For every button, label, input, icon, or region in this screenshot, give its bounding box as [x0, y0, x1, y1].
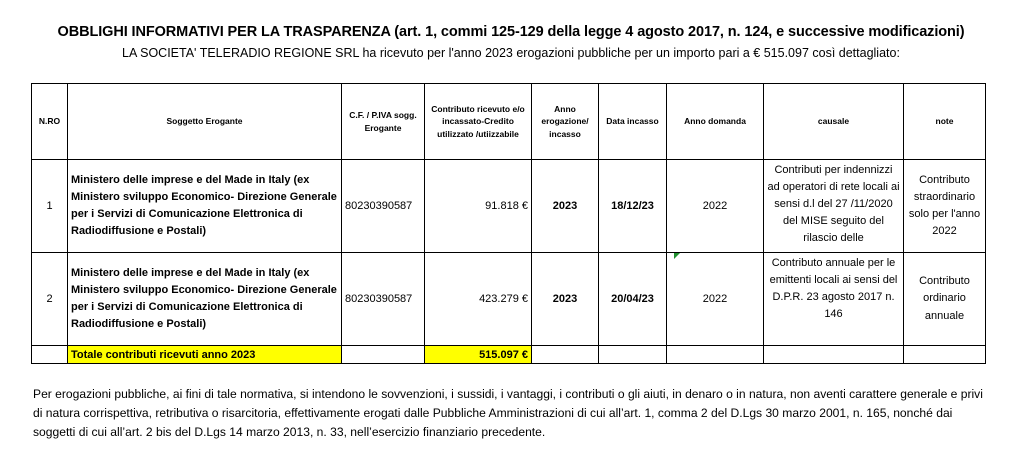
page-title: OBBLIGHI INFORMATIVI PER LA TRASPARENZA (art. 1, commi 125-129 della legge 4 agosto 2017, n. 124, e successive modificazioni)	[57, 24, 965, 40]
header-nro: N.RO	[32, 84, 68, 160]
header-anno-erogazione: Anno erogazione/ incasso	[532, 84, 599, 160]
header-contributo: Contributo ricevuto e/o incassato-Credito utilizzato /utiizzabile	[425, 84, 532, 160]
header-note: note	[904, 84, 986, 160]
cell-data-incasso: 18/12/23	[599, 160, 667, 253]
table-row	[32, 160, 986, 253]
cell-anno-erogazione: 2023	[532, 253, 599, 346]
cell-empty	[764, 346, 904, 364]
cell-cf: 80230390587	[342, 253, 425, 346]
page-subtitle: LA SOCIETA' TELERADIO REGIONE SRL ha ricevuto per l'anno 2023 erogazioni pubbliche per un importo pari a € 515.097 così dettagliato:	[122, 46, 900, 60]
cell-nro: 1	[32, 160, 68, 253]
cell-causale: Contributi per indennizzi ad operatori di rete locali ai sensi d.l del 27 /11/2020 del MISE seguito del rilascio delle	[764, 160, 904, 253]
cell-anno-erogazione: 2023	[532, 160, 599, 253]
cell-note: Contributo straordinario solo per l'anno 2022	[904, 160, 986, 253]
header-cf: C.F. / P.IVA sogg. Erogante	[342, 84, 425, 160]
cell-contributo: 91.818 €	[425, 160, 532, 253]
table-header-row	[32, 84, 986, 160]
header-data-incasso: Data incasso	[599, 84, 667, 160]
cell-soggetto: Ministero delle imprese e del Made in Italy (ex Ministero sviluppo Economico- Direzione Generale per i Servizi di Comunicazione Elettronica di Radiodiffusione e Postali)	[68, 253, 342, 346]
cell-contributo: 423.279 €	[425, 253, 532, 346]
cell-empty	[904, 346, 986, 364]
cell-soggetto: Ministero delle imprese e del Made in Italy (ex Ministero sviluppo Economico- Direzione Generale per i Servizi di Comunicazione Elettronica di Radiodiffusione e Postali)	[68, 160, 342, 253]
total-value: 515.097 €	[425, 346, 532, 364]
cell-empty	[342, 346, 425, 364]
cell-comment-marker	[674, 253, 680, 259]
table-row	[32, 253, 986, 346]
cell-nro: 2	[32, 253, 68, 346]
cell-empty	[32, 346, 68, 364]
header-soggetto: Soggetto Erogante	[68, 84, 342, 160]
cell-data-incasso: 20/04/23	[599, 253, 667, 346]
total-label: Totale contributi ricevuti anno 2023	[68, 346, 342, 364]
cell-causale: Contributo annuale per le emittenti locali ai sensi del D.P.R. 23 agosto 2017 n. 146	[764, 253, 904, 346]
cell-anno-domanda: 2022	[667, 253, 764, 346]
cell-cf: 80230390587	[342, 160, 425, 253]
total-row	[32, 346, 986, 364]
cell-empty	[599, 346, 667, 364]
cell-anno-domanda: 2022	[667, 160, 764, 253]
header-anno-domanda: Anno domanda	[667, 84, 764, 160]
contributions-table	[31, 83, 986, 364]
cell-empty	[532, 346, 599, 364]
cell-empty	[667, 346, 764, 364]
header-causale: causale	[764, 84, 904, 160]
footer-note: Per erogazioni pubbliche, ai fini di tale normativa, si intendono le sovvenzioni, i sussidi, i vantaggi, i contributi o gli aiuti, in denaro o in natura, non aventi carattere generale e privi di natura corrispettiva, retributiva o risarcitoria, effettivamente erogati dalle Pubbliche Amministrazioni di cui all’art. 1, comma 2 del D.Lgs 30 marzo 2001, n. 165, nonché dai soggetti di cui all’art. 2 bis del D.Lgs 14 marzo 2013, n. 33, nell’esercizio finanziario precedente.	[33, 387, 983, 439]
cell-note: Contributo ordinario annuale	[904, 253, 986, 346]
